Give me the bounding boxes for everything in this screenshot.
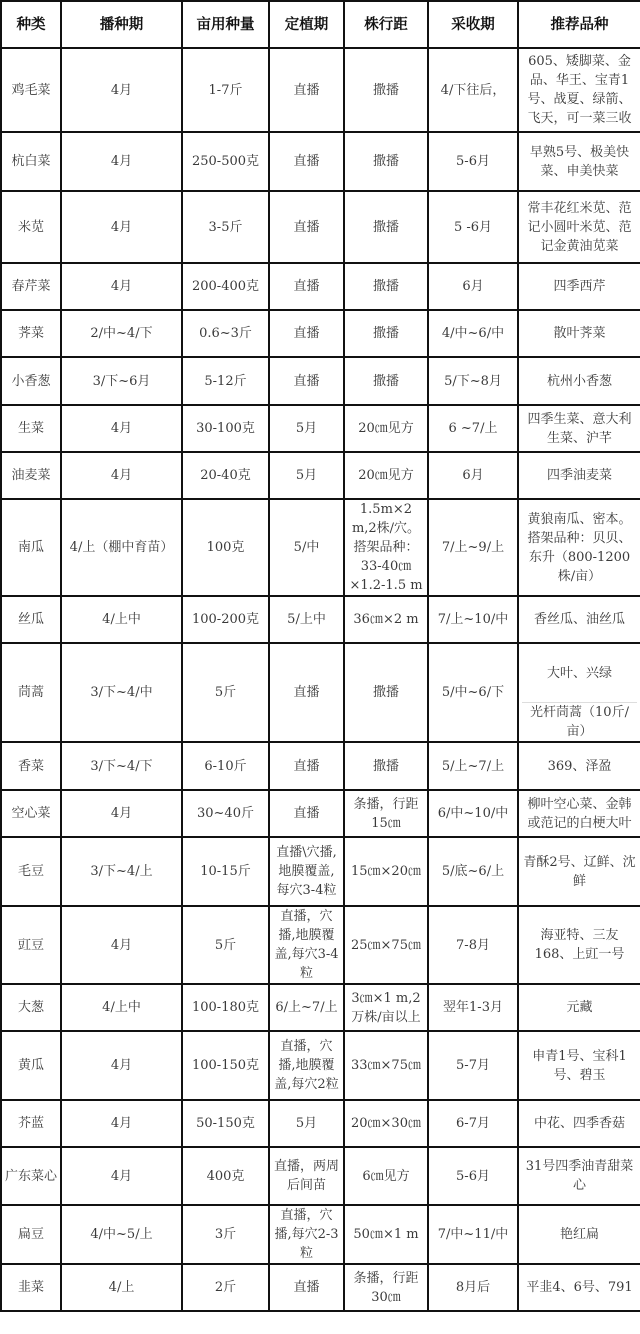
cell-seed-per-mu: 30-100克 xyxy=(182,405,269,452)
cell-spacing: 6㎝见方 xyxy=(344,1147,428,1205)
cell-transplant-period: 直播，穴播,地膜覆盖,每穴2粒 xyxy=(269,1031,344,1100)
cell-harvest-period: 6/中~10/中 xyxy=(428,790,518,837)
cell-seed-per-mu: 2斤 xyxy=(182,1264,269,1311)
cell-harvest-period: 7/上~10/中 xyxy=(428,596,518,643)
cell-type: 空心菜 xyxy=(1,790,61,837)
cell-harvest-period: 5-6月 xyxy=(428,132,518,191)
cell-transplant-period: 直播，穴播,地膜覆盖,每穴3-4粒 xyxy=(269,906,344,984)
cell-type: 丝瓜 xyxy=(1,596,61,643)
cell-transplant-period: 直播 xyxy=(269,263,344,310)
cell-harvest-period: 6 ~7/上 xyxy=(428,405,518,452)
cell-spacing: 33㎝×75㎝ xyxy=(344,1031,428,1100)
cell-type: 鸡毛菜 xyxy=(1,48,61,132)
cell-sowing-period: 4月 xyxy=(61,790,182,837)
cell-seed-per-mu: 400克 xyxy=(182,1147,269,1205)
cell-type: 米苋 xyxy=(1,191,61,263)
table-row xyxy=(1,837,640,906)
cell-recommended-variety: 杭州小香葱 xyxy=(518,357,640,405)
cell-spacing: 25㎝×75㎝ xyxy=(344,906,428,984)
cell-transplant-period: 直播 xyxy=(269,132,344,191)
cell-recommended-variety: 常丰花红米苋、范记小圆叶米苋、范记金黄油苋菜 xyxy=(518,191,640,263)
cell-harvest-period: 6月 xyxy=(428,263,518,310)
cell-transplant-period: 直播 xyxy=(269,790,344,837)
cell-recommended-variety: 早熟5号、极美快菜、申美快菜 xyxy=(518,132,640,191)
table-row xyxy=(1,499,640,596)
cell-spacing: 撒播 xyxy=(344,742,428,790)
cell-seed-per-mu: 5-12斤 xyxy=(182,357,269,405)
cell-type: 大葱 xyxy=(1,984,61,1031)
cell-recommended-variety: 369、泽盈 xyxy=(518,742,640,790)
cell-spacing: 3㎝×1 m,2万株/亩以上 xyxy=(344,984,428,1031)
cell-seed-per-mu: 3斤 xyxy=(182,1205,269,1264)
cell-harvest-period: 5/底~6/上 xyxy=(428,837,518,906)
cell-type: 生菜 xyxy=(1,405,61,452)
cell-recommended-variety: 青酥2号、辽鲜、沈鲜 xyxy=(518,837,640,906)
cell-sowing-period: 4月 xyxy=(61,906,182,984)
cell-seed-per-mu: 5斤 xyxy=(182,906,269,984)
cell-spacing: 撒播 xyxy=(344,643,428,742)
cell-recommended-variety: 中花、四季香菇 xyxy=(518,1100,640,1147)
cell-type: 春芹菜 xyxy=(1,263,61,310)
cell-recommended-variety: 31号四季油青甜菜心 xyxy=(518,1147,640,1205)
cell-spacing: 撒播 xyxy=(344,191,428,263)
cell-type: 香菜 xyxy=(1,742,61,790)
cell-seed-per-mu: 1-7斤 xyxy=(182,48,269,132)
cell-transplant-period: 5/中 xyxy=(269,499,344,596)
cell-harvest-period: 7/上~9/上 xyxy=(428,499,518,596)
cell-seed-per-mu: 5斤 xyxy=(182,643,269,742)
header-row xyxy=(1,1,640,48)
cell-harvest-period: 5-7月 xyxy=(428,1031,518,1100)
cell-spacing: 20㎝×30㎝ xyxy=(344,1100,428,1147)
cell-seed-per-mu: 3-5斤 xyxy=(182,191,269,263)
cell-seed-per-mu: 200-400克 xyxy=(182,263,269,310)
cell-recommended-variety: 四季西芹 xyxy=(518,263,640,310)
cell-spacing: 20㎝见方 xyxy=(344,405,428,452)
cell-sowing-period: 4月 xyxy=(61,132,182,191)
cell-sowing-period: 3/下~4/中 xyxy=(61,643,182,742)
cell-recommended-variety: 黄狼南瓜、密本。搭架品种：贝贝、东升（800-1200株/亩） xyxy=(518,499,640,596)
table-row xyxy=(1,310,640,357)
cell-harvest-period: 5/上~7/上 xyxy=(428,742,518,790)
cell-type: 荠菜 xyxy=(1,310,61,357)
cell-transplant-period: 直播\穴播,地膜覆盖,每穴3-4粒 xyxy=(269,837,344,906)
table-row xyxy=(1,191,640,263)
header-cell-recommended-variety: 推荐品种 xyxy=(518,1,640,48)
cell-sowing-period: 4月 xyxy=(61,405,182,452)
cell-sowing-period: 2/中~4/下 xyxy=(61,310,182,357)
cell-sowing-period: 4月 xyxy=(61,263,182,310)
cell-sowing-period: 4/中~5/上 xyxy=(61,1205,182,1264)
cell-harvest-period: 6月 xyxy=(428,452,518,499)
cell-type: 杭白菜 xyxy=(1,132,61,191)
cell-seed-per-mu: 100克 xyxy=(182,499,269,596)
cell-spacing: 50㎝×1 m xyxy=(344,1205,428,1264)
cell-spacing: 撒播 xyxy=(344,263,428,310)
cell-transplant-period: 5月 xyxy=(269,1100,344,1147)
cell-type: 毛豆 xyxy=(1,837,61,906)
table-row xyxy=(1,742,640,790)
cell-recommended-variety: 香丝瓜、油丝瓜 xyxy=(518,596,640,643)
cell-spacing: 撒播 xyxy=(344,357,428,405)
header-cell-harvest-period: 采收期 xyxy=(428,1,518,48)
cell-type: 小香葱 xyxy=(1,357,61,405)
cell-harvest-period: 8月后 xyxy=(428,1264,518,1311)
cell-sowing-period: 4/上中 xyxy=(61,596,182,643)
cell-recommended-variety-part: 光杆茼蒿（10斤/亩） xyxy=(530,705,629,739)
table-row xyxy=(1,405,640,452)
table-row xyxy=(1,790,640,837)
table-row xyxy=(1,1205,640,1264)
table-row xyxy=(1,906,640,984)
cell-harvest-period: 7-8月 xyxy=(428,906,518,984)
cell-recommended-variety xyxy=(518,643,640,742)
cell-harvest-period: 5-6月 xyxy=(428,1147,518,1205)
header-cell-seed-per-mu: 亩用种量 xyxy=(182,1,269,48)
cell-sowing-period: 4月 xyxy=(61,48,182,132)
cell-recommended-variety-part: 大叶、兴绿 xyxy=(522,644,637,703)
cell-recommended-variety: 四季生菜、意大利生菜、沪芊 xyxy=(518,405,640,452)
cell-type: 黄瓜 xyxy=(1,1031,61,1100)
table-row xyxy=(1,357,640,405)
table-row xyxy=(1,263,640,310)
cell-seed-per-mu: 20-40克 xyxy=(182,452,269,499)
cell-transplant-period: 直播 xyxy=(269,48,344,132)
cell-harvest-period: 6-7月 xyxy=(428,1100,518,1147)
cell-type: 广东菜心 xyxy=(1,1147,61,1205)
cell-seed-per-mu: 100-150克 xyxy=(182,1031,269,1100)
cell-type: 扁豆 xyxy=(1,1205,61,1264)
cell-spacing: 36㎝×2 m xyxy=(344,596,428,643)
cell-sowing-period: 4/上（棚中育苗） xyxy=(61,499,182,596)
cell-recommended-variety: 散叶荠菜 xyxy=(518,310,640,357)
cell-sowing-period: 4/上 xyxy=(61,1264,182,1311)
cell-seed-per-mu: 100-200克 xyxy=(182,596,269,643)
cell-recommended-variety: 平韭4、6号、791 xyxy=(518,1264,640,1311)
table-row xyxy=(1,1031,640,1100)
cell-recommended-variety: 艳红扁 xyxy=(518,1205,640,1264)
cell-sowing-period: 3/下~4/上 xyxy=(61,837,182,906)
cell-transplant-period: 直播，穴播,每穴2-3粒 xyxy=(269,1205,344,1264)
cell-recommended-variety: 元藏 xyxy=(518,984,640,1031)
cell-spacing: 撒播 xyxy=(344,48,428,132)
header-cell-sowing-period: 播种期 xyxy=(61,1,182,48)
cell-transplant-period: 直播 xyxy=(269,742,344,790)
table-row xyxy=(1,132,640,191)
cell-type: 茼蒿 xyxy=(1,643,61,742)
cell-harvest-period: 5/下~8月 xyxy=(428,357,518,405)
cell-harvest-period: 翌年1-3月 xyxy=(428,984,518,1031)
cell-sowing-period: 4月 xyxy=(61,1100,182,1147)
header-cell-spacing: 株行距 xyxy=(344,1,428,48)
table-row xyxy=(1,643,640,742)
cell-transplant-period: 5月 xyxy=(269,405,344,452)
table-row xyxy=(1,984,640,1031)
table-row xyxy=(1,1264,640,1311)
cell-seed-per-mu: 0.6~3斤 xyxy=(182,310,269,357)
cell-seed-per-mu: 30~40斤 xyxy=(182,790,269,837)
cell-recommended-variety: 605、矮脚菜、金品、华王、宝青1号、战夏、绿箭、飞天，可一菜三收 xyxy=(518,48,640,132)
cell-transplant-period: 5/上中 xyxy=(269,596,344,643)
cell-harvest-period: 4/下往后， xyxy=(428,48,518,132)
table-row xyxy=(1,1100,640,1147)
cell-transplant-period: 5月 xyxy=(269,452,344,499)
cell-harvest-period: 5/中~6/下 xyxy=(428,643,518,742)
cell-harvest-period: 4/中~6/中 xyxy=(428,310,518,357)
cell-transplant-period: 6/上~7/上 xyxy=(269,984,344,1031)
cell-sowing-period: 4月 xyxy=(61,1031,182,1100)
cell-spacing: 撒播 xyxy=(344,310,428,357)
cell-seed-per-mu: 6-10斤 xyxy=(182,742,269,790)
cell-sowing-period: 3/下~4/下 xyxy=(61,742,182,790)
header-cell-type: 种类 xyxy=(1,1,61,48)
cell-harvest-period: 7/中~11/中 xyxy=(428,1205,518,1264)
cell-seed-per-mu: 10-15斤 xyxy=(182,837,269,906)
cell-spacing: 15㎝×20㎝ xyxy=(344,837,428,906)
cell-seed-per-mu: 50-150克 xyxy=(182,1100,269,1147)
cell-transplant-period: 直播 xyxy=(269,357,344,405)
cell-transplant-period: 直播 xyxy=(269,643,344,742)
cell-recommended-variety: 海亚特、三友168、上豇一号 xyxy=(518,906,640,984)
cell-sowing-period: 4月 xyxy=(61,452,182,499)
cell-type: 油麦菜 xyxy=(1,452,61,499)
cell-seed-per-mu: 100-180克 xyxy=(182,984,269,1031)
cell-sowing-period: 4/上中 xyxy=(61,984,182,1031)
cell-type: 豇豆 xyxy=(1,906,61,984)
cell-transplant-period: 直播，两周后间苗 xyxy=(269,1147,344,1205)
cell-transplant-period: 直播 xyxy=(269,1264,344,1311)
table-row xyxy=(1,1147,640,1205)
cell-spacing: 条播，行距30㎝ xyxy=(344,1264,428,1311)
cell-type: 南瓜 xyxy=(1,499,61,596)
cell-spacing: 20㎝见方 xyxy=(344,452,428,499)
cell-recommended-variety: 申青1号、宝科1号、碧玉 xyxy=(518,1031,640,1100)
cell-spacing: 撒播 xyxy=(344,132,428,191)
cell-sowing-period: 4月 xyxy=(61,191,182,263)
cell-sowing-period: 3/下~6月 xyxy=(61,357,182,405)
cell-harvest-period: 5 -6月 xyxy=(428,191,518,263)
cell-type: 芥蓝 xyxy=(1,1100,61,1147)
cell-transplant-period: 直播 xyxy=(269,191,344,263)
header-cell-transplant-period: 定植期 xyxy=(269,1,344,48)
table-row xyxy=(1,452,640,499)
table-row xyxy=(1,48,640,132)
cell-spacing: 1.5m×2 m,2株/穴。搭架品种：33-40㎝×1.2-1.5 m xyxy=(344,499,428,596)
cell-spacing: 条播，行距15㎝ xyxy=(344,790,428,837)
cell-seed-per-mu: 250-500克 xyxy=(182,132,269,191)
cell-type: 韭菜 xyxy=(1,1264,61,1311)
cell-sowing-period: 4月 xyxy=(61,1147,182,1205)
cell-transplant-period: 直播 xyxy=(269,310,344,357)
cell-recommended-variety: 四季油麦菜 xyxy=(518,452,640,499)
cell-recommended-variety: 柳叶空心菜、金韩或范记的白梗大叶 xyxy=(518,790,640,837)
table-row xyxy=(1,596,640,643)
